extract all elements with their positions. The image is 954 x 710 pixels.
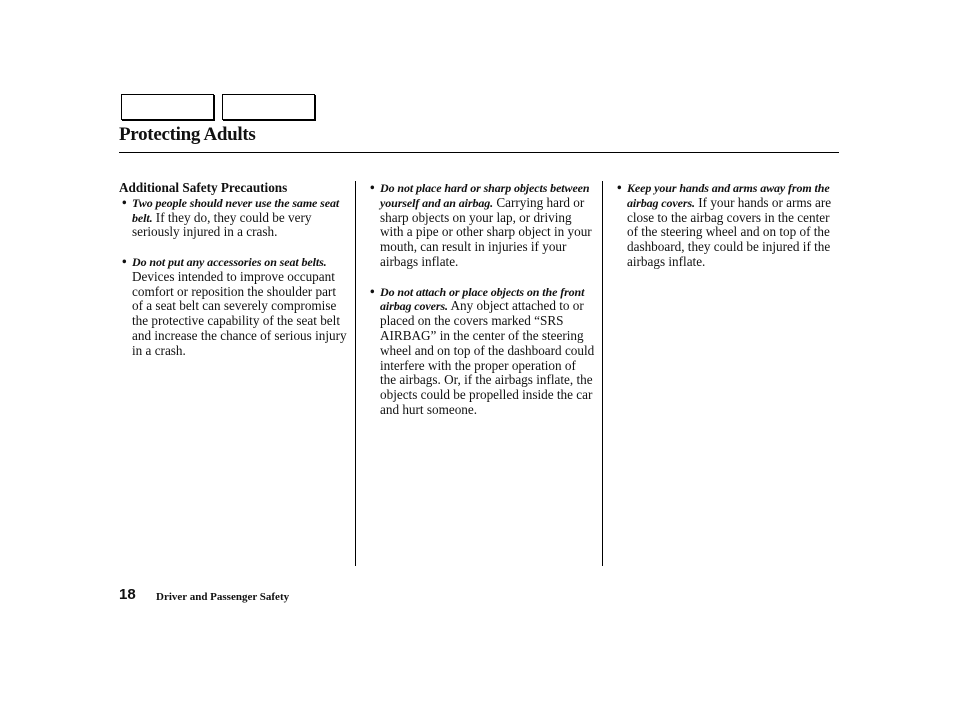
column-divider bbox=[602, 181, 603, 566]
column-divider bbox=[355, 181, 356, 566]
bullet-icon: • bbox=[370, 180, 375, 195]
bullet-item bbox=[119, 196, 347, 240]
bullet-icon: • bbox=[122, 194, 127, 210]
bullet-lead: Do not attach or place objects on the front airbag covers. bbox=[380, 284, 585, 314]
footer-section-name: Driver and Passenger Safety bbox=[156, 591, 290, 603]
bullet-lead: Two people should never use the same seat belt. bbox=[132, 195, 340, 225]
bullet-item bbox=[119, 255, 347, 359]
bullet-item bbox=[367, 181, 595, 270]
nav-tab-box-2[interactable] bbox=[222, 94, 315, 120]
bullet-list bbox=[614, 181, 842, 270]
bullet-text: Devices intended to improve occupant comfort or reposition the shoulder part of a seat belt can severely compromise the protective capability of the seat belt and increase the chance of serious injury in a crash. bbox=[132, 268, 347, 358]
page-title: Protecting Adults bbox=[119, 124, 256, 145]
bullet-icon: • bbox=[617, 180, 622, 195]
bullet-lead: Do not place hard or sharp objects between yourself and an airbag. bbox=[380, 181, 590, 210]
bullet-text: Carrying hard or sharp objects on your lap, or driving with a pipe or other sharp object in your mouth, can result in injuries if your airbags inflate. bbox=[380, 194, 592, 269]
bullet-item bbox=[367, 285, 595, 418]
page-number: 18 bbox=[119, 586, 136, 603]
bullet-icon: • bbox=[370, 283, 375, 299]
bullet-list bbox=[119, 196, 347, 359]
bullet-text: If they do, they could be very seriously injured in a crash. bbox=[132, 209, 312, 240]
bullet-lead: Keep your hands and arms away from the airbag covers. bbox=[627, 181, 830, 210]
text-column-1 bbox=[119, 181, 347, 373]
bullet-text: Any object attached to or placed on the covers marked “SRS AIRBAG” in the center of the steering wheel and on top of the dashboard could interfere with the proper operation of the airbags. Or, if the airbags inflate, the objects could be propelled inside the car and hurt someone. bbox=[380, 298, 595, 417]
bullet-list bbox=[367, 181, 595, 418]
text-column-2 bbox=[367, 181, 595, 433]
bullet-text: If your hands or arms are close to the airbag covers in the center of the steering wheel and on top of the dashboard, they could be injured if the airbags inflate. bbox=[627, 194, 832, 269]
nav-tab-box-1[interactable] bbox=[121, 94, 214, 120]
bullet-item bbox=[614, 181, 842, 270]
bullet-lead: Do not put any accessories on seat belts. bbox=[132, 254, 327, 269]
text-column-3 bbox=[614, 181, 842, 285]
bullet-icon: • bbox=[122, 253, 127, 269]
title-rule bbox=[119, 152, 839, 153]
section-heading: Additional Safety Precautions bbox=[119, 180, 288, 195]
